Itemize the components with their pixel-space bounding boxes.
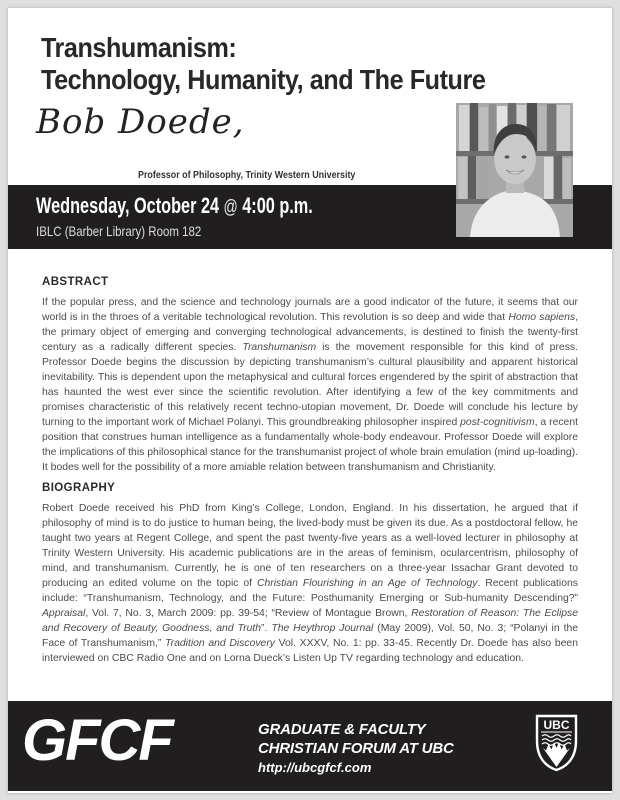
poster-page xyxy=(8,8,612,793)
event-time-text: 4:00 p.m. xyxy=(242,193,313,218)
abstract-section xyxy=(42,276,578,475)
poster-title xyxy=(41,32,535,96)
title-line-1: Transhumanism: xyxy=(41,32,237,63)
abstract-heading: ABSTRACT xyxy=(42,276,109,288)
ubc-crest-icon xyxy=(535,714,578,772)
speaker-photo xyxy=(456,103,573,237)
footer-org-block xyxy=(258,721,454,776)
gfcf-logo: GFCF xyxy=(22,708,172,773)
biography-paragraph: Robert Doede received his PhD from King’s College, London, England. In his dissertation, he argued that if philosophy of mind is to do justice to human being, the lived-body must be given its due. As a postdoctoral fellow, he taught two years at Regent College, and spent the past twenty-five years as a well-loved lecturer in philosophy at Trinity Western University. His academic publications are in the areas of feminism, ocularcentrism, philosophy of mind, and transhumanism. Currently, he is one of ten researchers on a three-year Issachar Grant devoted to producing an edited volume on the topic of Christian Flourishing in an Age of Technology. Recent publications include: “Transhumanism, Technology, and the Future: Posthumanity Emerging or Sub-humanity Descending?” Appraisal, Vol. 7, No. 3, March 2009: pp. 39-54; “Review of Montague Brown, Restoration of Reason: The Eclipse and Recovery of Beauty, Goodness, and Truth”. The Heythrop Journal (May 2009), Vol. 50, No. 3; “Polanyi in the Face of Transhumanism,” Tradition and Discovery Vol. XXXV, No. 1: pp. 33-45. Recently Dr. Doede has also been interviewed on CBC Radio One and on Lorna Dueck’s Listen Up TV regarding technology and education. xyxy=(42,503,579,664)
title-line-2: Technology, Humanity, and The Future xyxy=(41,64,486,95)
footer-bar xyxy=(8,701,612,791)
event-location: IBLC (Barber Library) Room 182 xyxy=(36,223,202,239)
speaker-name-signature: Bob Doede, xyxy=(36,102,245,142)
biography-section xyxy=(42,482,578,666)
speaker-affiliation: Professor of Philosophy, Trinity Western University xyxy=(138,169,356,181)
ubc-crest-label: UBC xyxy=(543,718,570,732)
at-symbol: @ xyxy=(223,197,238,218)
event-datetime xyxy=(36,193,410,221)
footer-org-line-2: CHRISTIAN FORUM AT UBC xyxy=(258,739,454,757)
event-date-text: Wednesday, October 24 xyxy=(36,193,220,218)
abstract-paragraph: If the popular press, and the science and technology journals are a good indicator of the future, it seems that our world is in the throes of a veritable technological revolution. This revolution is so deep and wide that Homo sapiens, the primary object of emerging and converging technological advancements, is destined to finish the twenty-first century as a radically different species. Transhumanism is the movement responsible for this kind of press. Professor Doede begins the discussion by depicting transhumanism’s cultural plausibility and apparent historical inevitability. This is dependent upon the metaphysical and cultural forces engendered by the spirit of abstraction that has haunted the west ever since the scientific revolution. After identifying a few of the key commitments and promises characteristic of this relatively recent techno-utopian movement, Dr. Doede will conclude his lecture by turning to the important work of Michael Polanyi. This groundbreaking philosopher inspired post-cognitivism, a recent position that construes human intelligence as a fundamentally whole-body endeavour. Professor Doede will explore the implications of this philosophical stance for the transhumanist project of whole brain emulation (mind up-loading). It bodes well for the possibility of a more amiable relation between transhumanism and Christianity. xyxy=(42,297,578,473)
footer-org-line-1: GRADUATE & FACULTY xyxy=(258,721,426,738)
speaker-photo-illustration xyxy=(456,103,573,237)
footer-url: http://ubcgfcf.com xyxy=(258,760,372,775)
biography-heading: BIOGRAPHY xyxy=(42,482,116,494)
